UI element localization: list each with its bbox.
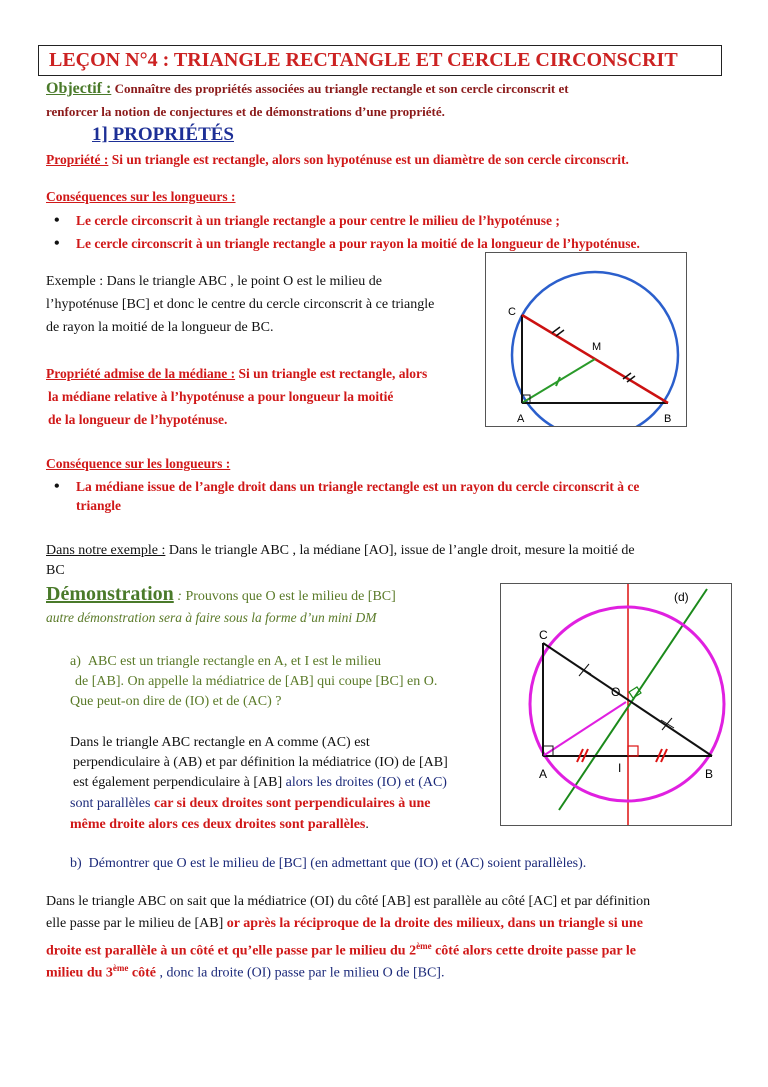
example-line-3: de rayon la moitié de la longueur de BC. (46, 320, 274, 335)
conclusion-line-2b: or après la réciproque de la droite des milieux, dans un triangle si une (226, 916, 643, 931)
part-a-marker: a) (70, 654, 81, 669)
example-line-2: l’hypoténuse [BC] et donc le centre du cercle circonscrit à ce triangle (46, 297, 435, 312)
cross-mark (578, 666, 591, 674)
part-a-question-3: Que peut-on dire de (IO) et de (AC) ? (70, 694, 282, 709)
conclusion-line-4c: , donc la droite (OI) passe par le milieu O de [BC]. (156, 965, 445, 981)
objective-text-1: Connaître des propriétés associées au triangle rectangle et son cercle circonscrit et (111, 81, 569, 96)
median-text-3: de la longueur de l’hypoténuse. (48, 412, 228, 427)
conclusion-line-4 (46, 958, 444, 984)
consequences-heading: Conséquences sur les longueurs : (46, 189, 236, 204)
conclusion-line-3b: côté alors cette droite passe par le (431, 943, 636, 959)
demonstration-colon: : (173, 589, 182, 604)
example2-line-1 (46, 541, 635, 561)
label-c: C (539, 628, 548, 642)
consequence-line-1: La médiane issue de l’angle droit dans un triangle rectangle est un rayon du cercle circonscrit à ce (76, 479, 640, 494)
part-a-line-1 (70, 652, 381, 672)
label-a: A (539, 767, 548, 781)
objective-text-2: renforcer la notion de conjectures et de démonstrations d’une propriété. (46, 104, 445, 119)
part-a-answer-3 (73, 773, 447, 793)
label-d: (d) (674, 590, 689, 604)
part-a-answer-5-end: . (365, 817, 369, 832)
example2-text-2: BC (46, 563, 65, 578)
example-line-1: Exemple : Dans le triangle ABC , le point O est le milieu de (46, 274, 382, 289)
label-a: A (517, 413, 525, 425)
conclusion-line-2 (46, 914, 643, 934)
demonstration-subtitle: autre démonstration sera à faire sous la forme d’un mini DM (46, 610, 377, 625)
part-b (70, 854, 586, 874)
consequence-list (46, 477, 761, 515)
lesson-title: LEÇON N°4 : TRIANGLE RECTANGLE ET CERCLE CIRCONSCRIT (38, 45, 722, 76)
median-property (46, 364, 427, 383)
tick-mark (552, 327, 560, 333)
line-d (559, 589, 707, 810)
consequences-list (46, 211, 756, 253)
list-item: • Le cercle circonscrit à un triangle rectangle a pour centre le milieu de l’hypoténuse ; (46, 211, 756, 230)
list-item: • Le cercle circonscrit à un triangle rectangle a pour rayon la moitié de la longueur de l’hypoténuse. (46, 234, 756, 253)
figure-2-diagram (501, 584, 731, 825)
label-c: C (508, 306, 516, 318)
demonstration-heading (46, 583, 396, 606)
property-text: Si un triangle est rectangle, alors son hypoténuse est un diamètre de son cercle circonscrit. (108, 152, 629, 167)
part-a-answer-4b: car si deux droites sont perpendiculaires à une (153, 796, 431, 811)
label-b: B (664, 413, 672, 425)
demonstration-title: Démonstration (46, 583, 174, 605)
median-label: Propriété admise de la médiane : (46, 366, 236, 381)
conclusion-line-4b: côté (128, 965, 156, 981)
section-heading-proprietes (92, 124, 234, 146)
conclusion-line-3a: droite est parallèle à un côté et qu’elle passe par le milieu du 2 (46, 943, 417, 959)
consequence-heading: Conséquence sur les longueurs : (46, 456, 231, 471)
example2-text-1: Dans le triangle ABC , la médiane [AO], issue de l’angle droit, mesure la moitié de (165, 543, 635, 558)
part-b-marker: b) (70, 856, 82, 871)
section-heading-text: 1] PROPRIÉTÉS (92, 124, 234, 145)
part-b-text: Démontrer que O est le milieu de [BC] (en admettant que (IO) et (AC) soient parallèles). (88, 856, 587, 871)
part-a-answer-1: Dans le triangle ABC rectangle en A comme (AC) est (70, 735, 370, 750)
conclusion-line-4a: milieu du 3 (46, 965, 113, 981)
property-label: Propriété : (46, 152, 109, 167)
label-i: I (618, 761, 622, 775)
objective-label: Objectif : (46, 80, 112, 97)
part-a-answer-4a: sont parallèles (70, 796, 154, 811)
demonstration-text: Prouvons que O est le milieu de [BC] (181, 589, 396, 604)
part-a-question-2: de [AB]. On appelle la médiatrice de [AB] qui coupe [BC] en O. (75, 674, 438, 689)
objective-block (46, 79, 746, 99)
conclusion-line-4-sup: ème (112, 963, 129, 973)
label-o: O (611, 685, 621, 699)
list-item (46, 477, 761, 515)
conclusion-line-2a: elle passe par le milieu de [AB] (46, 916, 227, 931)
part-a-answer-5 (70, 815, 369, 835)
part-a-answer-5-text: même droite alors ces deux droites sont parallèles (70, 817, 366, 832)
part-a-answer-2: perpendiculaire à (AB) et par définition la médiatrice (IO) de [AB] (73, 755, 448, 770)
label-m: M (592, 341, 602, 353)
figure-1-box (485, 252, 687, 427)
part-a-answer-4 (70, 794, 431, 814)
tick-mark (556, 330, 564, 336)
circumcircle-2 (530, 607, 724, 801)
conclusion-line-3-sup: ème (416, 941, 432, 951)
conclusion-line-1: Dans le triangle ABC on sait que la médiatrice (OI) du côté [AB] est parallèle au côté [AC] et par définition (46, 894, 651, 909)
median-text-2: la médiane relative à l’hypoténuse a pour longueur la moitié (48, 389, 394, 404)
median-text-1: Si un triangle est rectangle, alors (235, 366, 428, 381)
property-statement (46, 150, 629, 169)
part-a-answer-3b: alors les droites (IO) et (AC) (285, 775, 447, 790)
right-angle-mark-i (628, 746, 638, 756)
label-b: B (705, 767, 714, 781)
example2-label: Dans notre exemple : (46, 543, 166, 558)
part-a-question-1: ABC est un triangle rectangle en A, et I est le milieu (87, 654, 382, 669)
figure-1-diagram (486, 253, 686, 426)
figure-2-box (500, 583, 732, 826)
consequence-line-2: triangle (76, 498, 121, 513)
part-a-answer-3a: est également perpendiculaire à [AB] (73, 775, 286, 790)
